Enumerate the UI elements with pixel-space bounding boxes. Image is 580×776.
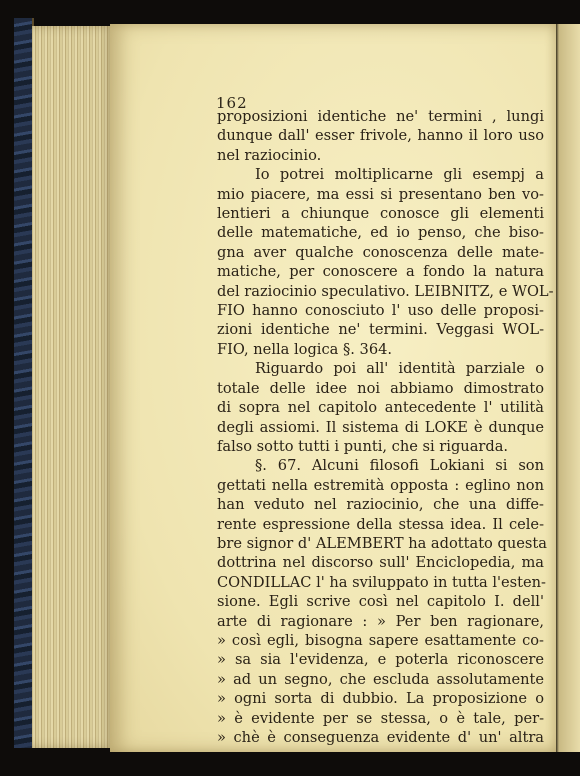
page-stack-edges — [32, 26, 114, 748]
text-line: di sopra nel capitolo antecedente l' utilità — [217, 399, 544, 417]
text-line: §. 67. Alcuni filosofi Lokiani si son — [255, 457, 544, 475]
text-line: sione. Egli scrive così nel capitolo I. dell' — [217, 593, 544, 611]
text-line: nel raziocinio. — [217, 146, 322, 164]
text-line: » sa sia l'evidenza, e poterla riconoscere — [217, 651, 544, 669]
facing-page-edge — [556, 24, 580, 752]
text-line: zioni identiche ne' termini. Veggasi WOL- — [217, 321, 544, 339]
text-line: CONDILLAC l' ha sviluppato in tutta l'esten- — [217, 573, 546, 591]
text-line: rente espressione della stessa idea. Il cele- — [217, 515, 544, 533]
text-line: bre signor d' ALEMBERT ha adottato questa — [217, 534, 547, 552]
text-line: Io potrei moltiplicarne gli esempj a — [255, 166, 544, 184]
book-cover-edge — [14, 18, 34, 748]
text-line: » ad un segno, che escluda assolutamente — [217, 670, 544, 688]
text-line: dunque dall' esser frivole, hanno il loro uso — [217, 127, 544, 145]
text-line: dottrina nel discorso sull' Enciclopedia, ma — [217, 554, 544, 572]
text-line: gettati nella estremità opposta : eglino non — [217, 476, 544, 494]
text-line: gna aver qualche conoscenza delle mate- — [217, 243, 544, 261]
text-line: lentieri a chiunque conosce gli elementi — [217, 205, 544, 223]
text-line: FIO, nella logica §. 364. — [217, 340, 393, 358]
text-line: arte di ragionare : » Per ben ragionare, — [217, 612, 544, 630]
text-line: » chè è conseguenza evidente d' un' altra — [217, 729, 544, 746]
text-line: FIO hanno conosciuto l' uso delle proposi- — [217, 302, 544, 320]
text-line: » così egli, bisogna sapere esattamente co- — [217, 631, 544, 649]
text-line: matiche, per conoscere a fondo la natura — [217, 263, 544, 281]
text-line: falso sotto tutti i punti, che si riguarda. — [217, 437, 509, 455]
page-number: 162 — [216, 94, 248, 112]
text-line: Riguardo poi all' identità parziale o — [255, 360, 544, 378]
text-line: proposizioni identiche ne' termini , lungi — [217, 108, 544, 125]
text-line: » ogni sorta di dubbio. La proposizione o — [217, 690, 544, 708]
text-line: totale delle idee noi abbiamo dimostrato — [217, 379, 544, 397]
text-line: degli assiomi. Il sistema di LOKE è dunque — [217, 418, 544, 436]
page-text — [217, 107, 554, 747]
text-line: mio piacere, ma essi si presentano ben vo- — [217, 185, 544, 203]
text-line: del raziocinio speculativo. LEIBNITZ, e WOL- — [217, 282, 554, 300]
text-line: delle matematiche, ed io penso, che biso- — [217, 224, 544, 242]
text-line: » è evidente per se stessa, o è tale, per- — [217, 709, 544, 727]
text-line: han veduto nel raziocinio, che una diffe- — [217, 496, 544, 514]
